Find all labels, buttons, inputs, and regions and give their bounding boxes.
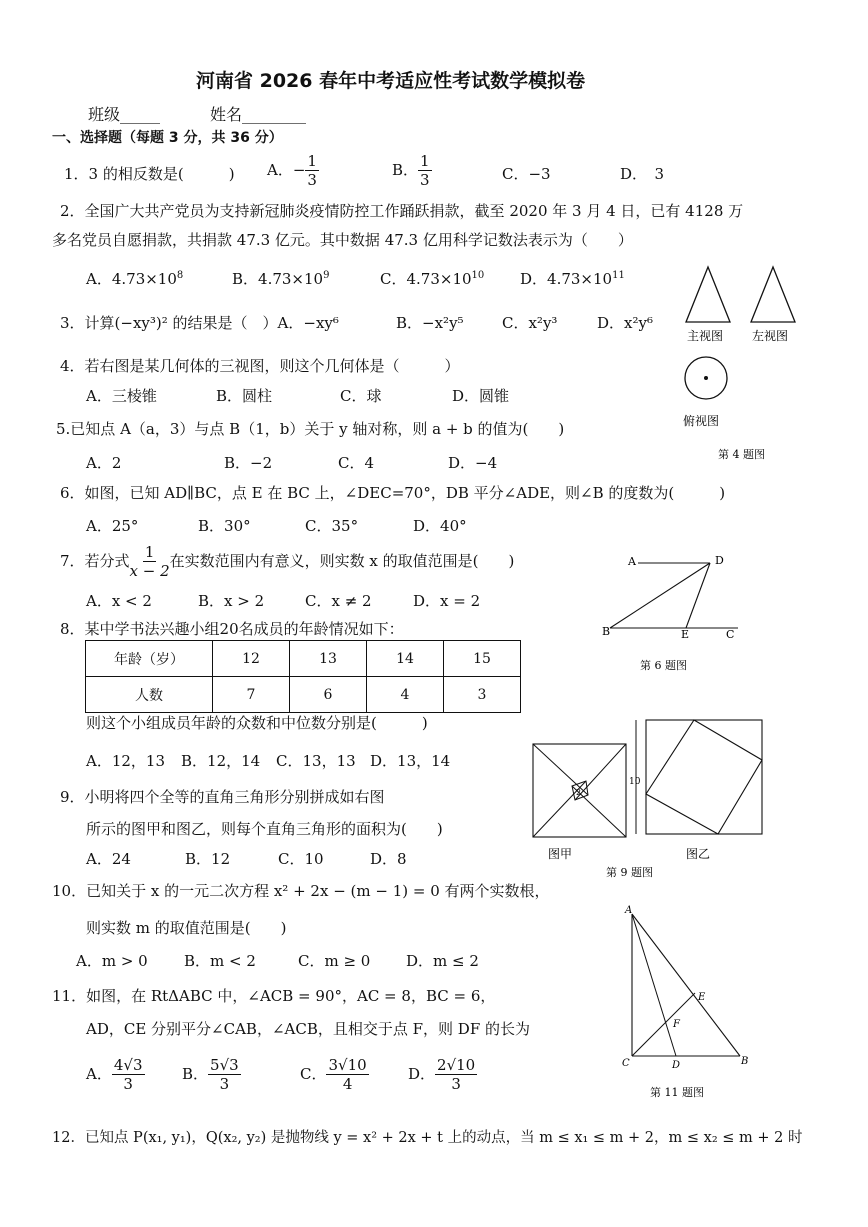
label-b: B	[602, 625, 611, 638]
label-d: D	[672, 1060, 681, 1071]
fig11-caption: 第 11 题图	[650, 1086, 704, 1099]
q2-line1: 2．全国广大共产党员为支持新冠肺炎疫情防控工作踊跃捐款，截至 2020 年 3 月 4 日，已有 4128 万	[60, 202, 744, 220]
q2-option-c: C．$4.73\times 10^{10}$	[380, 270, 485, 288]
line-db	[610, 563, 710, 628]
fig4-caption: 第 4 题图	[718, 448, 765, 461]
q4-option-c: C．球	[340, 387, 382, 405]
label-c: C	[622, 1058, 630, 1069]
table-cell: 13	[290, 641, 367, 677]
table-cell: 15	[444, 641, 521, 677]
yi-outer-square	[646, 720, 762, 834]
label-b: B	[741, 1056, 749, 1067]
label-a: A	[625, 905, 633, 916]
q11-option-d: D． $\frac{2√10}{3}$	[408, 1056, 476, 1093]
label-a: A	[628, 555, 636, 568]
q10-option-c: C．m ≥ 0	[298, 952, 371, 970]
jia-line	[575, 744, 626, 800]
left-view-label: 左视图	[752, 329, 789, 343]
q11-option-a: A． $\frac{4√3}{3}$	[86, 1056, 143, 1093]
q11-line2: AD，CE 分别平分∠CAB，∠ACB，且相交于点 F，则 DF 的长为	[86, 1020, 531, 1038]
q8-stem: 8．某中学书法兴趣小组20名成员的年龄情况如下：	[60, 620, 404, 638]
top-view-center	[704, 376, 708, 380]
table-cell: 12	[213, 641, 290, 677]
q11-option-c: C． $\frac{3√10}{4}$	[300, 1056, 367, 1093]
q3-stem: 3．计算(−xy³)² 的结果是（ ）A．−xy⁶	[60, 314, 339, 332]
table-cell: 6	[290, 677, 367, 713]
q6-option-b: B．30°	[198, 517, 251, 535]
q9-option-d: D．8	[370, 850, 407, 868]
table-row	[86, 641, 521, 677]
q7-stem: 7．若分式 $\frac{1}{x - 2}$ 在实数范围内有意义，则实数 x 的取值范围是( )	[60, 543, 515, 580]
side-ab	[632, 914, 740, 1056]
name-field: 姓名________	[210, 105, 307, 124]
q5-stem: 5.已知点 A（a，3）与点 B（1，b）关于 y 轴对称，则 a + b 的值为( )	[56, 420, 565, 438]
q10-line1: 10．已知关于 x 的一元二次方程 x² + 2x − (m − 1) = 0 有两个实数根，	[52, 882, 550, 900]
q9-line1: 9．小明将四个全等的直角三角形分别拼成如右图	[60, 788, 385, 806]
q9-option-c: C．10	[278, 850, 324, 868]
q6-option-c: C．35°	[305, 517, 359, 535]
q7-option-b: B．x > 2	[198, 592, 265, 610]
label-two: 2	[576, 788, 582, 797]
q4-option-d: D．圆锥	[452, 387, 510, 405]
q6-stem: 6．如图，已知 AD∥BC，点 E 在 BC 上，∠DEC=70°，DB 平分∠ADE，则∠B 的度数为( )	[60, 484, 726, 502]
left-view-triangle	[751, 267, 795, 322]
q8-option-d: D．13，14	[370, 752, 451, 770]
front-view-triangle	[686, 267, 730, 322]
q2-option-d: D．$4.73\times 10^{11}$	[520, 270, 625, 288]
table-cell: 人数	[86, 677, 213, 713]
section-heading: 一、选择题（每题 3 分，共 36 分）	[52, 130, 283, 146]
label-d: D	[715, 554, 724, 567]
table-cell: 7	[213, 677, 290, 713]
q8-option-a: A．12，13	[86, 752, 166, 770]
q1-option-a: A．− $\frac{1}{3}$	[267, 152, 317, 189]
q10-option-a: A．m > 0	[76, 952, 148, 970]
q1-option-b: B． $\frac{1}{3}$	[392, 152, 430, 189]
class-field: 班级_____	[88, 105, 161, 124]
q2-option-a: A．$4.73\times 10^8$	[86, 270, 184, 288]
jia-label: 图甲	[548, 847, 573, 861]
q5-option-a: A．2	[86, 454, 122, 472]
q5-option-d: D．−4	[448, 454, 498, 472]
q4-option-a: A．三棱锥	[86, 387, 157, 405]
q2-line2: 多名党员自愿捐款，共捐款 47.3 亿元。其中数据 47.3 亿用科学记数法表示为（ ）	[52, 231, 633, 249]
label-e: E	[698, 992, 706, 1003]
q6-option-a: A．25°	[86, 517, 139, 535]
fig6-caption: 第 6 题图	[640, 659, 687, 672]
table-cell: 3	[444, 677, 521, 713]
fig11-diagram	[616, 902, 761, 1102]
q1-stem: 1．3 的相反数是( )	[64, 165, 235, 183]
q5-option-c: C．4	[338, 454, 375, 472]
q5-option-b: B．−2	[224, 454, 273, 472]
q10-option-d: D．m ≤ 2	[406, 952, 479, 970]
q7-option-d: D．x = 2	[413, 592, 481, 610]
q3-option-b: B．−x²y⁵	[396, 314, 464, 332]
q7-option-a: A．x < 2	[86, 592, 152, 610]
table-cell: 年龄（岁）	[86, 641, 213, 677]
q3-option-d: D．x²y⁶	[597, 314, 653, 332]
q8-followup: 则这个小组成员年龄的众数和中位数分别是( )	[86, 714, 428, 732]
q4-option-b: B．圆柱	[216, 387, 273, 405]
q9-line2: 所示的图甲和图乙，则每个直角三角形的面积为( )	[86, 820, 443, 838]
q8-option-b: B．12，14	[181, 752, 261, 770]
q1-option-c: C．−3	[502, 165, 551, 183]
label-c: C	[726, 628, 735, 641]
q9-option-a: A．24	[86, 850, 131, 868]
age-table	[85, 640, 521, 713]
fig6-diagram	[598, 548, 748, 676]
q7-option-c: C．x ≠ 2	[305, 592, 372, 610]
page-title: 河南省 2026 春年中考适应性考试数学模拟卷	[196, 70, 586, 92]
label-e: E	[681, 628, 690, 641]
table-cell: 14	[367, 641, 444, 677]
q11-option-b: B． $\frac{5√3}{3}$	[182, 1056, 239, 1093]
q3-option-c: C．x²y³	[502, 314, 558, 332]
bisector-ce	[632, 993, 695, 1056]
q12-line1: 12．已知点 P(x₁, y₁)，Q(x₂, y₂) 是抛物线 y = x² + 2x + t 上的动点，当 m ≤ x₁ ≤ m + 2，m ≤ x₂ ≤ m + 2 时	[52, 1130, 803, 1146]
q10-option-b: B．m < 2	[184, 952, 256, 970]
q4-stem: 4．若右图是某几何体的三视图，则这个几何体是（ ）	[60, 357, 460, 375]
q1-option-d: D． 3	[620, 165, 665, 183]
q2-option-b: B．$4.73\times 10^9$	[232, 270, 330, 288]
q9-option-b: B．12	[185, 850, 231, 868]
q10-line2: 则实数 m 的取值范围是( )	[86, 919, 287, 937]
label-f: F	[673, 1019, 680, 1030]
front-view-label: 主视图	[687, 329, 724, 343]
q6-option-d: D．40°	[413, 517, 467, 535]
yi-inner-square	[646, 720, 762, 834]
fig9-diagram	[528, 716, 773, 880]
table-row	[86, 677, 521, 713]
top-view-label: 俯视图	[683, 414, 720, 428]
line-de	[686, 563, 710, 628]
fig9-caption: 第 9 题图	[606, 866, 653, 879]
q8-option-c: C．13，13	[276, 752, 356, 770]
yi-label: 图乙	[686, 847, 711, 861]
label-ten: 10	[629, 777, 641, 787]
q11-line1: 11．如图，在 RtΔABC 中，∠ACB = 90°，AC = 8，BC = 6，	[52, 987, 496, 1005]
fig4-three-views	[678, 262, 808, 472]
table-cell: 4	[367, 677, 444, 713]
